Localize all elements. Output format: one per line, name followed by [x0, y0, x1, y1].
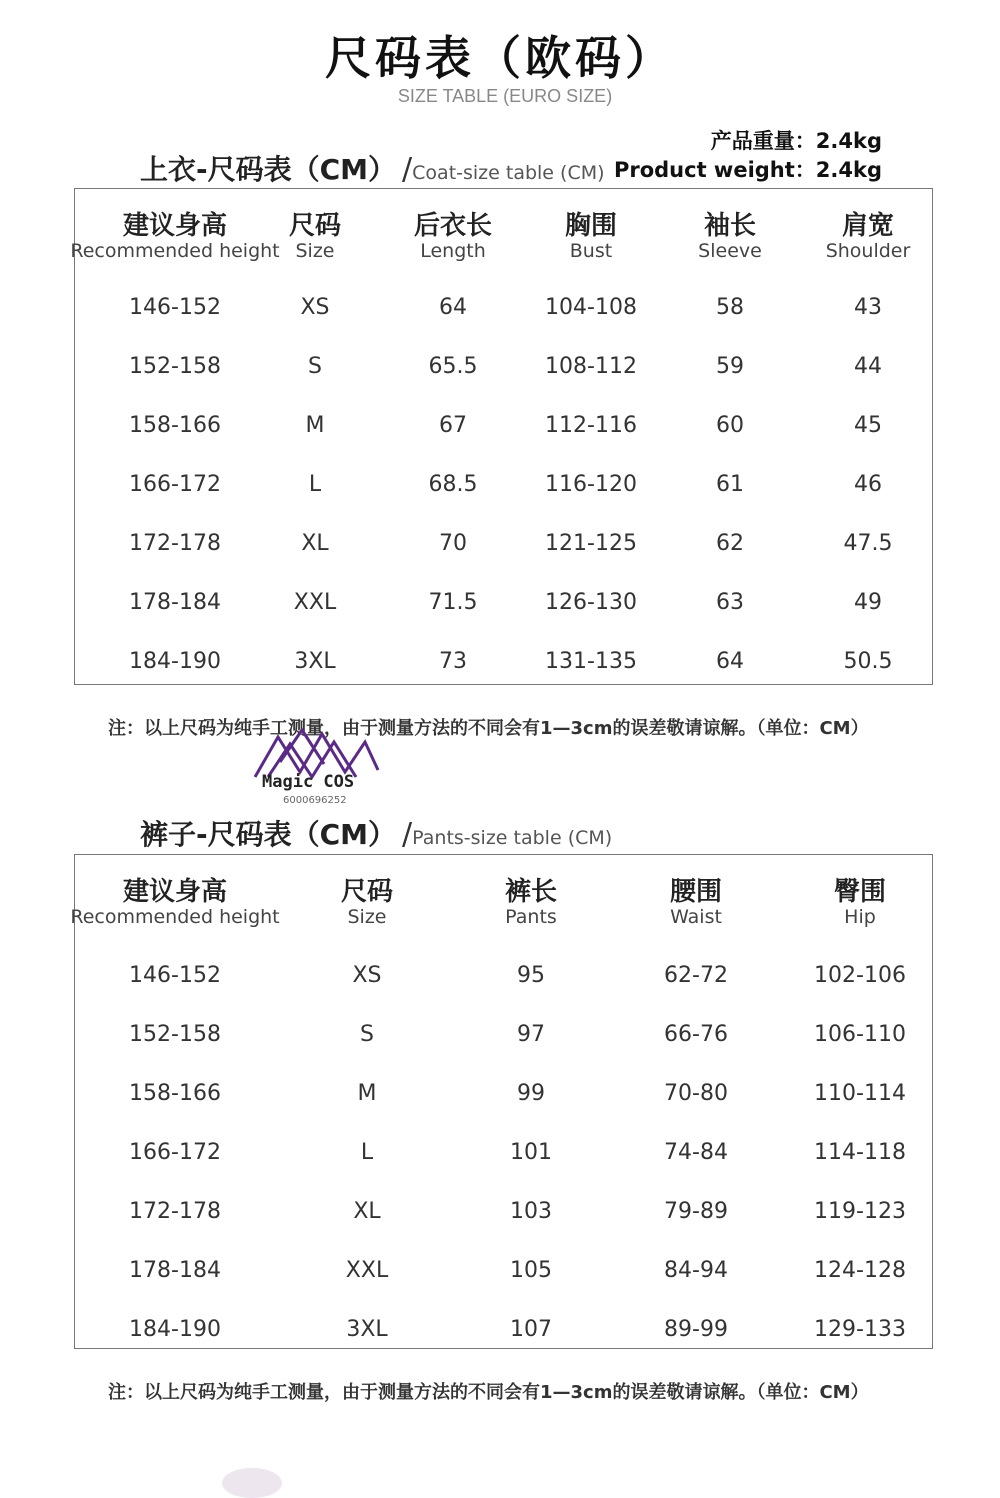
column-header-cn: 臀围: [833, 877, 887, 907]
table-cell: 99: [517, 1081, 545, 1106]
pants-size-table: [70, 854, 933, 1349]
table-cell: 62-72: [664, 963, 728, 988]
table-cell: 64: [439, 295, 467, 320]
pants-section-heading: [140, 813, 612, 853]
table-cell: 58: [716, 295, 744, 320]
table-cell: 50.5: [843, 649, 893, 674]
table-cell: 74-84: [664, 1140, 728, 1165]
table-cell: 152-158: [129, 354, 221, 379]
table-cell: 124-128: [814, 1258, 906, 1283]
pants-section-title: 裤子-尺码表（CM）: [140, 818, 397, 851]
table-cell: 121-125: [545, 531, 637, 556]
table-cell: 129-133: [814, 1317, 906, 1342]
page-subtitle: SIZE TABLE (EURO SIZE): [397, 86, 613, 106]
table-cell: 146-152: [129, 295, 221, 320]
table-cell: 44: [854, 354, 882, 379]
table-cell: 49: [854, 590, 882, 615]
table-cell: 152-158: [129, 1022, 221, 1047]
table-cell: 106-110: [814, 1022, 906, 1047]
coat-section-title: 上衣-尺码表（CM）: [140, 153, 397, 186]
table-cell: 108-112: [545, 354, 637, 379]
table-row: [75, 470, 932, 510]
table-cell: 46: [854, 472, 882, 497]
coat-note: 注：以上尺码为纯手工测量，由于测量方法的不同会有1—3cm的误差敬请谅解。（单位：CM）: [108, 718, 869, 739]
logo-brand-text: Magic COS: [262, 772, 355, 792]
column-header-cn: 后衣长: [413, 211, 493, 241]
table-row: [75, 1256, 932, 1296]
table-cell: 62: [716, 531, 744, 556]
column-header: [341, 877, 393, 927]
table-cell: 110-114: [814, 1081, 906, 1106]
column-header: [670, 877, 722, 927]
table-cell: XL: [353, 1199, 381, 1224]
table-cell: 172-178: [129, 531, 221, 556]
table-cell: 60: [716, 413, 744, 438]
table-cell: 166-172: [129, 472, 221, 497]
column-header: [289, 211, 341, 261]
column-header-cn: 尺码: [340, 877, 394, 907]
column-header-en: Hip: [844, 906, 876, 928]
table-cell: 68.5: [428, 472, 478, 497]
table-cell: S: [360, 1022, 374, 1047]
column-header-cn: 建议身高: [122, 877, 227, 907]
table-row: [75, 1079, 932, 1119]
table-cell: 3XL: [346, 1317, 388, 1342]
table-cell: 112-116: [545, 413, 637, 438]
table-cell: 172-178: [129, 1199, 221, 1224]
table-cell: L: [308, 472, 322, 497]
heading-slash: /: [402, 152, 413, 187]
table-cell: 67: [439, 413, 467, 438]
table-cell: 178-184: [129, 590, 221, 615]
column-header: [565, 211, 617, 261]
table-cell: 61: [716, 472, 744, 497]
column-header: [834, 877, 886, 927]
table-cell: 166-172: [129, 1140, 221, 1165]
table-cell: 102-106: [814, 963, 906, 988]
table-cell: 146-152: [129, 963, 221, 988]
table-cell: 66-76: [664, 1022, 728, 1047]
table-row: [75, 961, 932, 1001]
table-cell: 64: [716, 649, 744, 674]
table-cell: 73: [439, 649, 467, 674]
table-cell: 184-190: [129, 649, 221, 674]
table-cell: M: [305, 413, 325, 438]
page-title: 尺码表（欧码）: [325, 31, 675, 85]
column-header-en: Size: [347, 906, 387, 928]
table-cell: 63: [716, 590, 744, 615]
column-header: [70, 877, 279, 927]
table-cell: 104-108: [545, 295, 637, 320]
column-header-cn: 裤长: [504, 877, 558, 907]
table-row: [75, 411, 932, 451]
table-header-row: [70, 211, 932, 281]
table-cell: 70-80: [664, 1081, 728, 1106]
table-cell: 84-94: [664, 1258, 728, 1283]
table-cell: 43: [854, 295, 882, 320]
table-cell: 158-166: [129, 1081, 221, 1106]
table-cell: 103: [510, 1199, 552, 1224]
column-header-en: Recommended height: [70, 240, 280, 262]
table-header-row: [70, 877, 932, 947]
table-cell: 158-166: [129, 413, 221, 438]
table-cell: 70: [439, 531, 467, 556]
table-cell: XS: [352, 963, 382, 988]
product-weight-en: Product weight：2.4kg: [613, 158, 882, 182]
table-cell: L: [360, 1140, 374, 1165]
table-row: [75, 293, 932, 333]
table-cell: 126-130: [545, 590, 637, 615]
column-header: [414, 211, 492, 261]
table-row: [75, 1315, 932, 1355]
table-row: [75, 588, 932, 628]
column-header-cn: 建议身高: [122, 211, 227, 241]
table-cell: XL: [301, 531, 329, 556]
pants-note: 注：以上尺码为纯手工测量，由于测量方法的不同会有1—3cm的误差敬请谅解。（单位：CM）: [108, 1382, 869, 1403]
column-header-cn: 胸围: [564, 211, 618, 241]
table-row: [75, 1138, 932, 1178]
column-header-en: Waist: [670, 906, 722, 928]
table-cell: 178-184: [129, 1258, 221, 1283]
table-cell: 119-123: [814, 1199, 906, 1224]
heading-slash: /: [402, 817, 413, 852]
coat-section-title-en: Coat-size table (CM): [412, 162, 605, 184]
table-row: [75, 1020, 932, 1060]
table-cell: 59: [716, 354, 744, 379]
table-cell: 89-99: [664, 1317, 728, 1342]
table-cell: 95: [517, 963, 545, 988]
column-header-en: Shoulder: [825, 240, 911, 262]
column-header-cn: 腰围: [669, 877, 723, 907]
table-cell: 45: [854, 413, 882, 438]
column-header-en: Sleeve: [698, 240, 762, 262]
table-cell: 3XL: [294, 649, 336, 674]
table-cell: XS: [300, 295, 330, 320]
column-header-en: Bust: [569, 240, 613, 262]
column-header-cn: 肩宽: [841, 211, 895, 241]
column-header-en: Recommended height: [70, 906, 280, 928]
column-header-cn: 尺码: [288, 211, 342, 241]
table-cell: M: [357, 1081, 377, 1106]
bottom-decoration: [222, 1468, 282, 1498]
pants-section-title-en: Pants-size table (CM): [412, 827, 613, 849]
table-cell: 131-135: [545, 649, 637, 674]
column-header-en: Pants: [505, 906, 557, 928]
table-row: [75, 647, 932, 687]
coat-section-heading: [140, 148, 605, 188]
table-cell: S: [308, 354, 322, 379]
table-row: [75, 529, 932, 569]
table-cell: 47.5: [843, 531, 893, 556]
coat-size-table: [70, 188, 933, 685]
column-header: [698, 211, 762, 261]
table-cell: 79-89: [664, 1199, 728, 1224]
table-cell: 101: [510, 1140, 552, 1165]
table-cell: 107: [510, 1317, 552, 1342]
column-header-en: Size: [295, 240, 335, 262]
column-header: [826, 211, 911, 261]
table-cell: 114-118: [814, 1140, 906, 1165]
logo-code-text: 6000696252: [283, 795, 347, 806]
column-header-cn: 袖长: [703, 211, 756, 241]
table-cell: XXL: [345, 1258, 389, 1283]
table-cell: 71.5: [428, 590, 478, 615]
column-header-en: Length: [420, 240, 486, 262]
table-cell: 97: [517, 1022, 545, 1047]
table-cell: 184-190: [129, 1317, 221, 1342]
table-cell: 105: [510, 1258, 552, 1283]
table-row: [75, 1197, 932, 1237]
column-header: [70, 211, 279, 261]
table-cell: 116-120: [545, 472, 637, 497]
column-header: [505, 877, 557, 927]
product-weight-cn: 产品重量：2.4kg: [710, 129, 882, 153]
table-row: [75, 352, 932, 392]
table-cell: 65.5: [428, 354, 478, 379]
table-cell: XXL: [293, 590, 337, 615]
